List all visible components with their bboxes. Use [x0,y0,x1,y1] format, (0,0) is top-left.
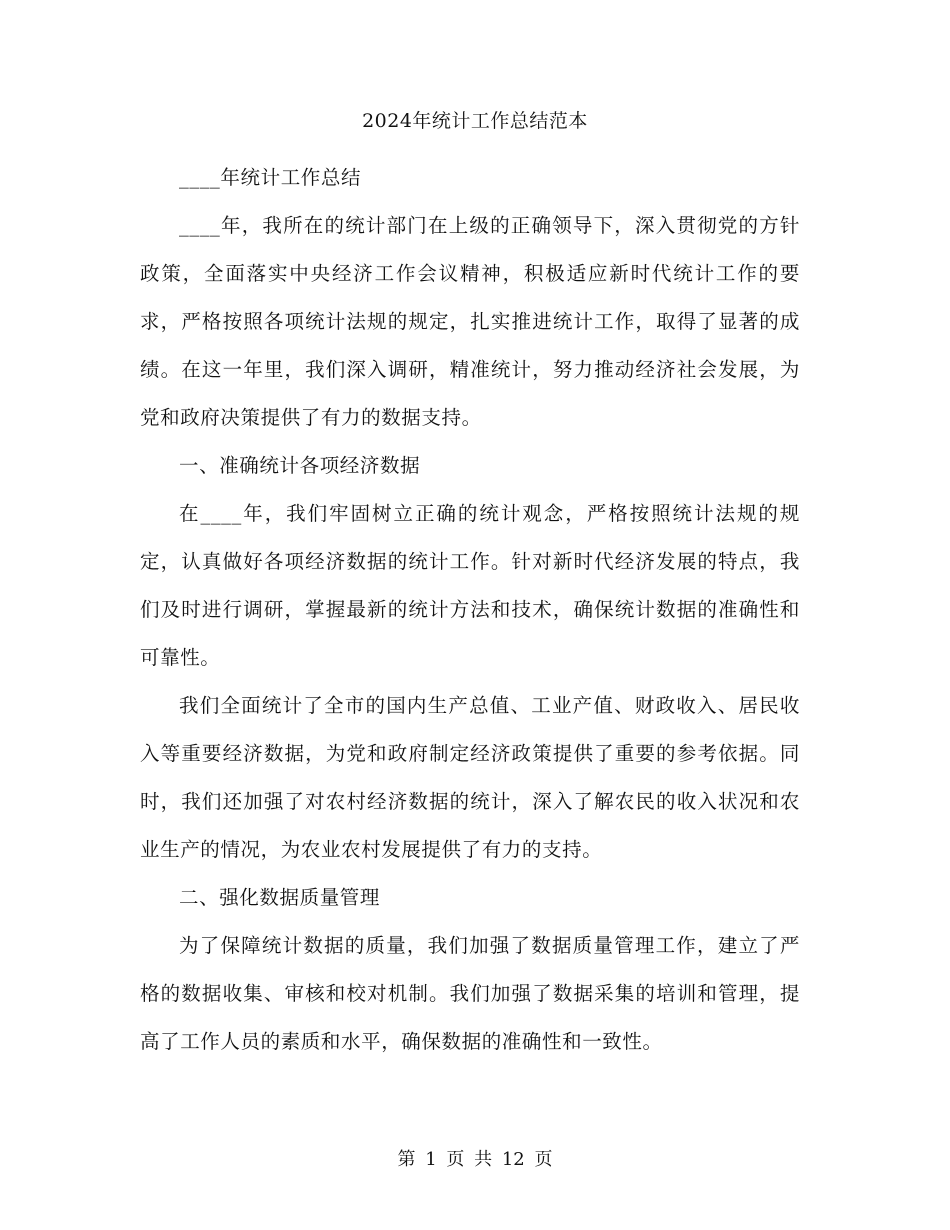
subtitle-paragraph: ____年统计工作总结 [179,166,362,189]
section-2-paragraph-1: 为了保障统计数据的质量，我们加强了数据质量管理工作，建立了严格的数据收集、审核和校对机制。我们加强了数据采集的培训和管理，提高了工作人员的素质和水平，确保数据的准确性和一致性。 [140,934,800,1053]
section-1-paragraph-1: 在____年，我们牢固树立正确的统计观念，严格按照统计法规的规定，认真做好各项经济数据的统计工作。针对新时代经济发展的特点，我们及时进行调研，掌握最新的统计方法和技术，确保统计数据的准确性和可靠性。 [140,502,800,669]
section-heading-2: 二、强化数据质量管理 [179,886,381,909]
section-1-paragraph-2: 我们全面统计了全市的国内生产总值、工业产值、财政收入、居民收入等重要经济数据，为党和政府制定经济政策提供了重要的参考依据。同时，我们还加强了对农村经济数据的统计，深入了解农民的收入状况和农业生产的情况，为农业农村发展提供了有力的支持。 [140,694,800,861]
section-heading-1: 一、准确统计各项经济数据 [179,454,421,477]
page-footer: 第 1 页 共 12 页 [397,1149,553,1170]
document-title: 2024年统计工作总结范本 [362,110,588,132]
document-body [140,154,800,1066]
intro-paragraph: ____年，我所在的统计部门在上级的正确领导下，深入贯彻党的方针政策，全面落实中央经济工作会议精神，积极适应新时代统计工作的要求，严格按照各项统计法规的规定，扎实推进统计工作，取得了显著的成绩。在这一年里，我们深入调研，精准统计，努力推动经济社会发展，为党和政府决策提供了有力的数据支持。 [140,214,800,429]
